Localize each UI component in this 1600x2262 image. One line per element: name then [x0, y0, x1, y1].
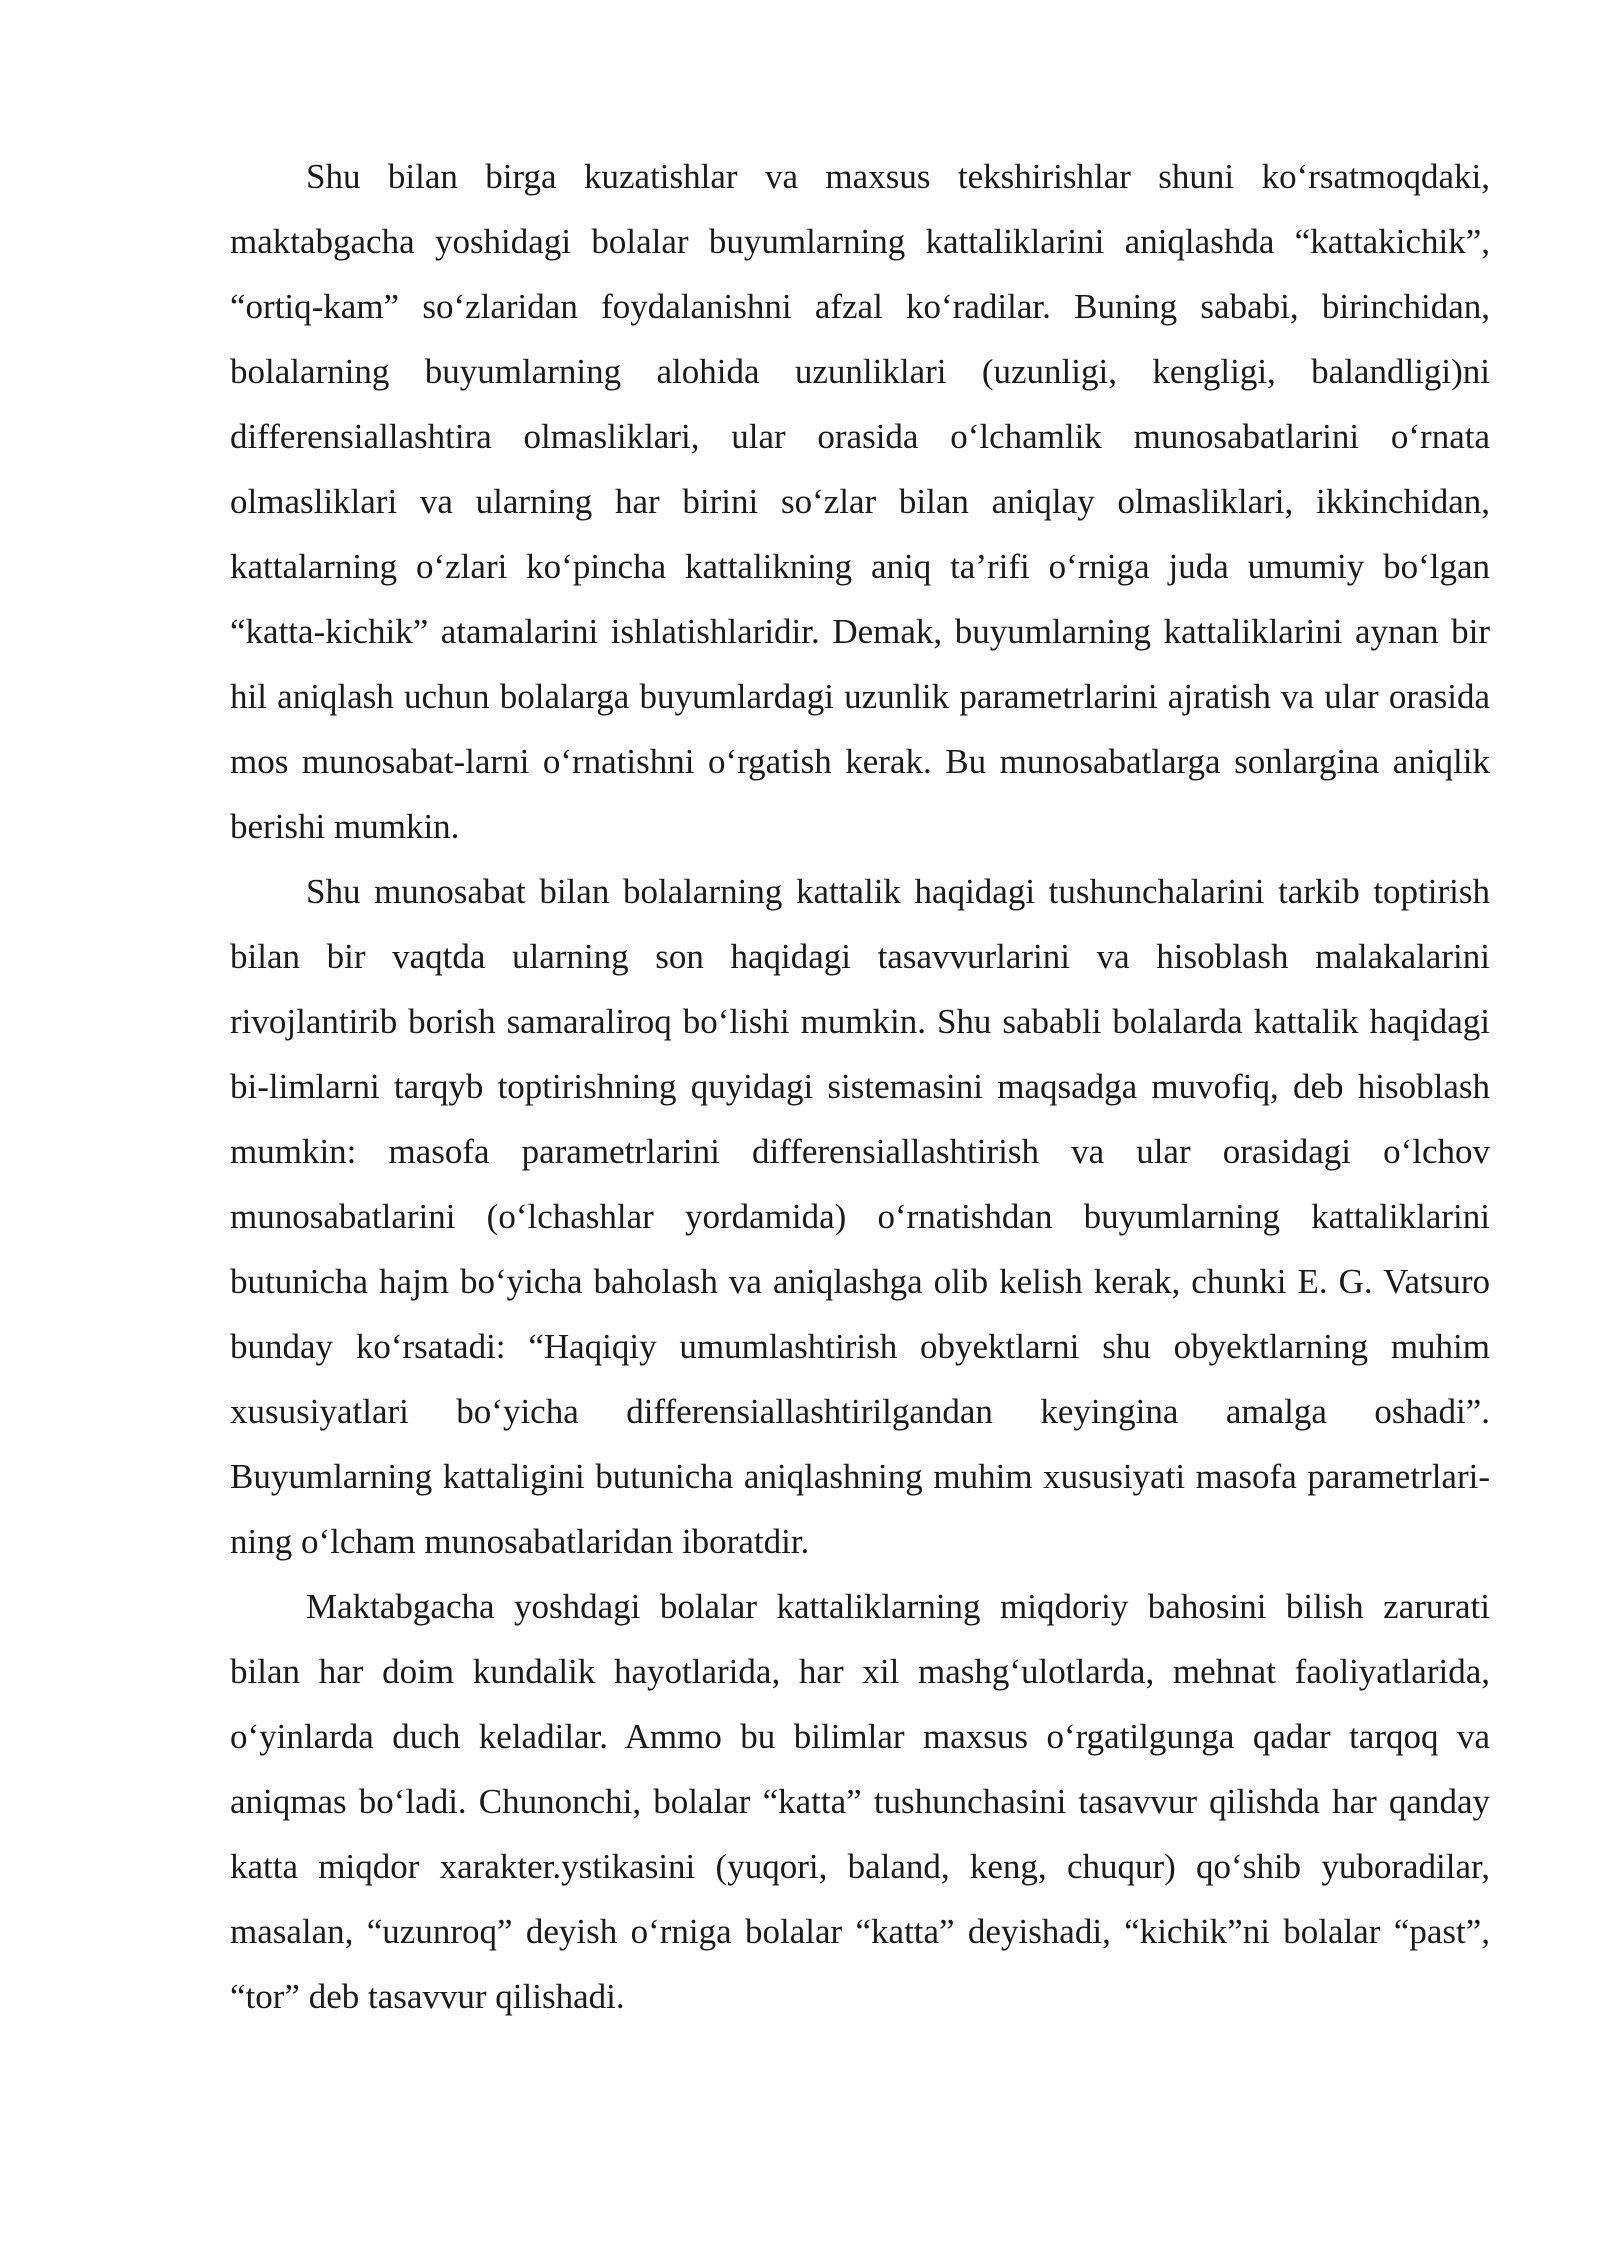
- document-page: [230, 144, 1490, 2029]
- paragraph-3: Maktabgacha yoshdagi bolalar kattaliklarning miqdoriy bahosini bilish zarurati bilan har doim kundalik hayotlarida, har xil mashg‘ulotlarda, mehnat faoliyatlarida, o‘yinlarda duch keladilar. Ammo bu bilimlar maxsus o‘rgatilgunga qadar tarqoq va aniqmas bo‘ladi. Chunonchi, bolalar “katta” tushunchasini tasavvur qilishda har qanday katta miqdor xarakter.ystikasini (yuqori, baland, keng, chuqur) qo‘shib yuboradilar, masalan, “uzunroq” deyish o‘rniga bolalar “katta” deyishadi, “kichik”ni bolalar “past”, “tor” deb tasavvur qilishadi.: [230, 1587, 1490, 2016]
- paragraph-1: Shu bilan birga kuzatishlar va maxsus tekshirishlar shuni ko‘rsatmoqdaki, maktabgacha yoshidagi bolalar buyumlarning kattaliklarini aniqlashda “kattakichik”, “ortiq-kam” so‘zlaridan foydalanishni afzal ko‘radilar. Buning sababi, birinchidan, bolalarning buyumlarning alohida uzunliklari (uzunligi, kengligi, balandligi)ni differensiallashtira olmasliklari, ular orasida o‘lchamlik munosabatlarini o‘rnata olmasliklari va ularning har birini so‘zlar bilan aniqlay olmasliklari, ikkinchidan, kattalarning o‘zlari ko‘pincha kattalikning aniq ta’rifi o‘rniga juda umumiy bo‘lgan “katta-kichik” atamalarini ishlatishlaridir. Demak, buyumlarning kattaliklarini aynan bir hil aniqlash uchun bolalarga buyumlardagi uzunlik parametrlarini ajratish va ular orasida mos munosabat-larni o‘rnatishni o‘rgatish kerak. Bu munosabatlarga sonlargina aniqlik berishi mumkin.: [230, 157, 1490, 846]
- paragraph-2: Shu munosabat bilan bolalarning kattalik haqidagi tushunchalarini tarkib toptirish bilan bir vaqtda ularning son haqidagi tasavvurlarini va hisoblash malakalarini rivojlantirib borish samaraliroq bo‘lishi mumkin. Shu sababli bolalarda kattalik haqidagi bi-limlarni tarqyb toptirishning quyidagi sistemasini maqsadga muvofiq, deb hisoblash mumkin: masofa parametrlarini differensiallashtirish va ular orasidagi o‘lchov munosabatlarini (o‘lchashlar yordamida) o‘rnatishdan buyumlarning kattaliklarini butunicha hajm bo‘yicha baholash va aniqlashga olib kelish kerak, chunki E. G. Vatsuro bunday ko‘rsatadi: “Haqiqiy umumlashtirish obyektlarni shu obyektlarning muhim xususiyatlari bo‘yicha differensiallashtirilgandan keyingina amalga oshadi”. Buyumlarning kattaligini butunicha aniqlashning muhim xususiyati masofa parametrlari-ning o‘lcham munosabatlaridan iboratdir.: [230, 872, 1490, 1561]
